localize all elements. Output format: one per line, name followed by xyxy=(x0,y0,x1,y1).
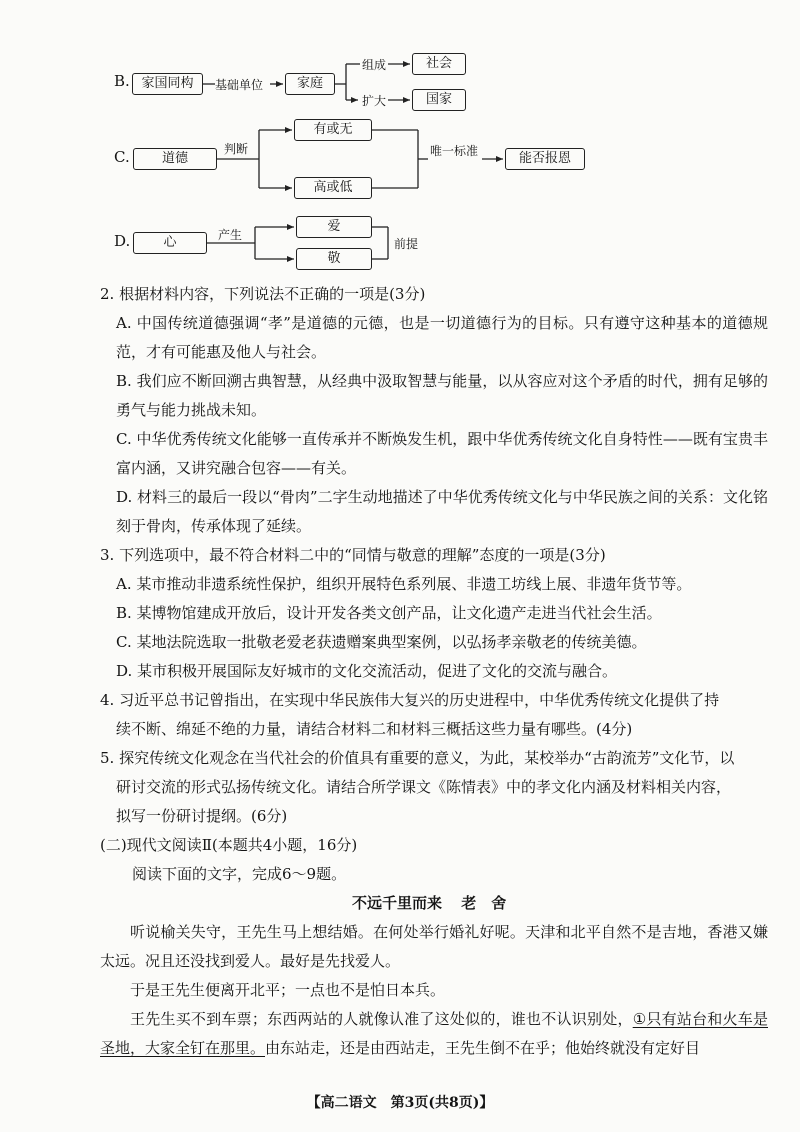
passage-p3-part-a: 王先生买不到车票；东西两站的人就像认准了这处似的，谁也不认识别处， xyxy=(130,1010,633,1028)
question-4-line-1: 4. 习近平总书记曾指出，在实现中华民族伟大复兴的历史进程中，中华优秀传统文化提供了持 xyxy=(100,691,720,709)
question-3-stem: 3. 下列选项中，最不符合材料二中的“同情与敬意的理解”态度的一项是(3分) xyxy=(100,546,606,564)
option-b-letter: B. xyxy=(114,72,130,90)
passage-title xyxy=(352,889,506,918)
node-nengfou-baoen: 能否报恩 xyxy=(505,148,585,170)
question-5-line-3: 拟写一份研讨提纲。(6分) xyxy=(116,807,288,825)
question-2-option-d: D. 材料三的最后一段以“骨肉”二字生动地描述了中华优秀传统文化与中华民族之间的关系：文化铭刻于骨肉，传承体现了延续。 xyxy=(116,488,768,535)
question-2-option-a: A. 中国传统道德强调“孝”是道德的元德，也是一切道德行为的目标。只有遵守这种基本的道德规范，才有可能惠及他人与社会。 xyxy=(116,314,768,361)
question-5-line-2: 研讨交流的形式弘扬传统文化。请结合所学课文《陈情表》中的孝文化内涵及材料相关内容， xyxy=(116,778,732,796)
edge-label-qianti: 前提 xyxy=(394,237,419,251)
node-shehui: 社会 xyxy=(412,53,466,75)
passage-title-text: 不远千里而来 xyxy=(352,894,443,912)
passage-paragraph-1: 听说榆关失守，王先生马上想结婚。在何处举行婚礼好呢。天津和北平自然不是吉地，香港又嫌太远。况且还没找到爱人。最好是先找爱人。 xyxy=(100,923,768,970)
question-3-option-a: A. 某市推动非遗系统性保护，组织开展特色系列展、非遗工坊线上展、非遗年货节等。 xyxy=(116,575,692,593)
option-d-letter: D. xyxy=(114,232,131,250)
node-jing: 敬 xyxy=(296,248,372,270)
node-guojia: 国家 xyxy=(412,89,466,111)
question-2-option-c: C. 中华优秀传统文化能够一直传承并不断焕发生机，跟中华优秀传统文化自身特性——既有宝贵丰富内涵，又讲究融合包容——有关。 xyxy=(116,430,768,477)
edge-label-chansheng: 产生 xyxy=(218,228,243,242)
edge-label-weiyi-biaozhun: 唯一标准 xyxy=(430,144,479,158)
question-5-line-1: 5. 探究传统文化观念在当代社会的价值具有重要的意义，为此，某校举办“古韵流芳”文化节，以 xyxy=(100,749,735,767)
edge-label-jichu-danwei: 基础单位 xyxy=(215,78,264,92)
edge-label-kuoda: 扩大 xyxy=(362,94,387,108)
passage-author: 老 舍 xyxy=(461,894,507,912)
edge-label-zucheng: 组成 xyxy=(362,58,387,72)
section-heading: (二)现代文阅读Ⅱ(本题共4小题，16分) xyxy=(100,836,358,854)
passage-paragraph-2: 于是王先生便离开北平；一点也不是怕日本兵。 xyxy=(130,981,446,999)
section-instruction: 阅读下面的文字，完成6～9题。 xyxy=(132,865,347,883)
question-2-stem: 2. 根据材料内容，下列说法不正确的一项是(3分) xyxy=(100,285,426,303)
passage-p3-part-b: 由东站走，还是由西站走，王先生倒不在乎；他始终就没有定好目 xyxy=(265,1039,701,1057)
node-ai: 爱 xyxy=(296,216,372,238)
question-4-line-2: 续不断、绵延不绝的力量，请结合材料二和材料三概括这些力量有哪些。(4分) xyxy=(116,720,633,738)
node-jiating: 家庭 xyxy=(285,73,335,95)
edge-label-panduan: 判断 xyxy=(224,142,249,156)
page-footer: 【高二语文 第3页(共8页)】 xyxy=(306,1095,494,1111)
question-2-option-b: B. 我们应不断回溯古典智慧，从经典中汲取智慧与能量，以从容应对这个矛盾的时代，拥有足够的勇气与能力挑战未知。 xyxy=(116,372,768,419)
question-3-option-d: D. 某市积极开展国际友好城市的文化交流活动，促进了文化的交流与融合。 xyxy=(116,662,618,680)
passage-underlined-sentence-1: ①只有站台和火车是圣地，大家全钉在那里。 xyxy=(100,1010,768,1057)
question-3-option-c: C. 某地法院选取一批敬老爱老获遗赠案典型案例，以弘扬孝亲敬老的传统美德。 xyxy=(116,633,647,651)
node-daode: 道德 xyxy=(133,148,217,170)
passage-paragraph-3 xyxy=(100,1005,768,1063)
node-you-huo-wu: 有或无 xyxy=(294,119,372,141)
node-gao-huo-di: 高或低 xyxy=(294,177,372,199)
question-3-option-b: B. 某博物馆建成开放后，设计开发各类文创产品，让文化遗产走进当代社会生活。 xyxy=(116,604,662,622)
node-jiaguo-tonggou: 家国同构 xyxy=(132,73,203,95)
option-c-letter: C. xyxy=(114,148,130,166)
node-xin: 心 xyxy=(133,232,207,254)
